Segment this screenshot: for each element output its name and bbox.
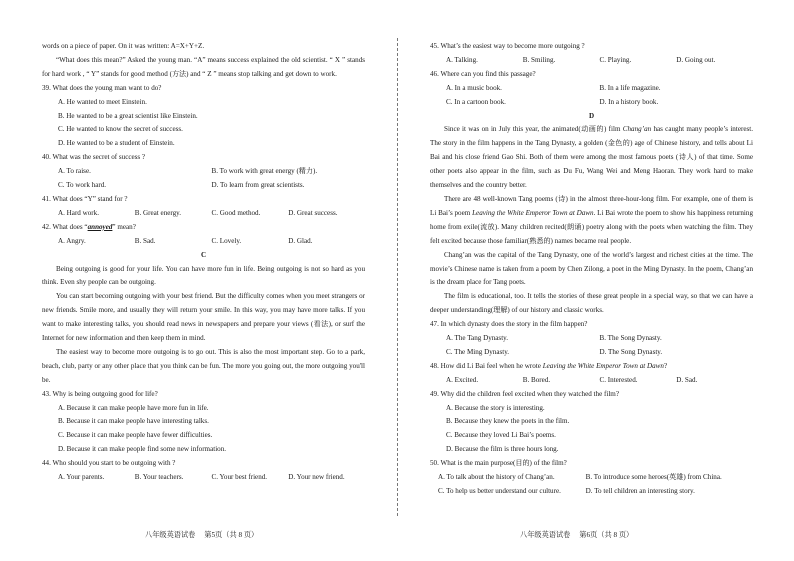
options-row: [430, 82, 753, 96]
film-title: Chang’an: [622, 125, 652, 134]
passage-c-paragraph: You can start becoming outgoing with your best friend. But the difficulty comes when you meet strangers or new friends. Smile more, and usually they will return your smile. In this way, you may have more talks. If you want to make interesting talks, you should read news in newspapers and prepare your views (看法), or surf the Internet for new information and then keep them in mind.: [42, 292, 365, 343]
option: A. He wanted to meet Einstein.: [58, 97, 147, 106]
option: D. Your new friend.: [288, 473, 345, 482]
question-48: [430, 360, 753, 374]
passage-b-paragraph: “What does this mean?” Asked the young man. “A” means success explained the old scientist. “ X ” stands for hard work , “ Y” stands for good method (方法) and “ Z ” means stop talking and get down to work.: [42, 55, 365, 78]
question-50: 50. What is the main purpose(目的) of the film?: [430, 459, 567, 468]
options-row: [430, 346, 753, 360]
option: C. Lovely.: [211, 236, 242, 245]
option: C. Playing.: [599, 55, 632, 64]
option: D. Glad.: [288, 236, 313, 245]
question-text: 48. How did Li Bai feel when he wrote: [430, 361, 543, 370]
left-column: [42, 40, 365, 485]
options-row: [42, 207, 365, 221]
paragraph-text: has caught many people’s interest. The story in the film happens in the Tang Dynasty, a golden (金色的) age of Chinese history, and tells about Li Bai and his close friend Gao Shi. Both of them were among the most famous poets (诗人) of that time. Some other poets also appear in the film, such as Du Fu, Wang Wei and Meng Haoran. They work hard to make themselves and the country better.: [430, 125, 753, 190]
question-49: 49. Why did the children feel excited when they watched the film?: [430, 389, 619, 398]
option: C. Because it can make people have fewer difficulties.: [58, 431, 213, 440]
option: A. To raise.: [58, 167, 91, 176]
passage-d-paragraph: The film is educational, too. It tells the stories of these great people in a special way, so that we can have a deeper understanding(理解) of our history and classic works.: [430, 292, 753, 315]
options-row: [430, 332, 753, 346]
option: B. Because they knew the poets in the film.: [446, 417, 570, 426]
options-row: [430, 96, 753, 110]
option: C. Good method.: [211, 208, 261, 217]
option: A. To talk about the history of Chang’an.: [438, 473, 555, 482]
option: C. In a cartoon book.: [446, 97, 506, 106]
option: A. Hard work.: [58, 208, 99, 217]
paragraph-text: Since it was on in July this year, the animated(动画的) film: [444, 125, 623, 134]
question-46: 46. Where can you find this passage?: [430, 69, 536, 78]
option: A. Angry.: [58, 236, 86, 245]
option: B. Smiling.: [522, 55, 556, 64]
option: B. Sad.: [134, 236, 156, 245]
option: B. To introduce some heroes(英雄) from China.: [585, 473, 722, 482]
option: B. Bored.: [522, 375, 551, 384]
option: C. Because they loved Li Bai’s poems.: [446, 431, 556, 440]
paragraph-text: . Li Bai wrote the poem to show his happiness returning home from exile(流放). Many children recited(朗诵) poetry along with the poets when watching the film. They felt excited because those familiar(熟悉的) names became real people.: [430, 208, 753, 245]
poem-title: Leaving the White Emperor Town at Dawn: [472, 208, 594, 217]
option: D. Great success.: [288, 208, 338, 217]
option: D. To learn from great scientists.: [211, 181, 305, 190]
option: A. Talking.: [446, 55, 478, 64]
passage-c-paragraph: The easiest way to become more outgoing is to go out. This is also the most important step. Go to a park, beach, club, party or any other place that you think can be fun. The more you going out, the more outgoing you'll be.: [42, 347, 365, 384]
key-word: annoyed: [87, 222, 113, 231]
option: B. To work with great energy (精力).: [211, 167, 318, 176]
paragraph-text: There are 48 well-known Tang poems (诗) in the almost three-hour-long film. For example, one of them is Li Bai’s poem: [430, 194, 753, 217]
option: C. He wanted to know the secret of success.: [58, 125, 183, 134]
option: A. Because the story is interesting.: [446, 403, 545, 412]
option: C. Your best friend.: [211, 473, 268, 482]
option: C. To work hard.: [58, 181, 107, 190]
question-47: 47. In which dynasty does the story in the film happen?: [430, 320, 588, 329]
column-divider: [397, 38, 398, 516]
options-row: [42, 471, 365, 485]
options-row: [42, 179, 365, 193]
question-text: 42. What does “: [42, 222, 88, 231]
option: D. The Song Dynasty.: [599, 347, 663, 356]
section-heading-d: D: [588, 111, 595, 120]
option: B. He wanted to be a great scientist like Einstein.: [58, 111, 198, 120]
option: D. Sad.: [676, 375, 698, 384]
option: B. Great energy.: [134, 208, 182, 217]
question-43: 43. Why is being outgoing good for life?: [42, 389, 158, 398]
option: D. Going out.: [676, 55, 716, 64]
page-footer-left: 八年级英语试卷 第5页（共 8 页）: [145, 531, 259, 539]
passage-c-paragraph: Being outgoing is good for your life. You can have more fun in life. Being outgoing is not so hard as you think. Even shy people can be outgoing.: [42, 264, 365, 287]
option: C. Interested.: [599, 375, 638, 384]
passage-d-paragraph: [430, 193, 753, 249]
option: A. Because it can make people have more fun in life.: [58, 403, 209, 412]
option: A. Your parents.: [58, 473, 105, 482]
option: B. In a life magazine.: [599, 83, 661, 92]
right-column: [430, 40, 753, 499]
question-text: ?: [663, 361, 668, 370]
options-row: [42, 165, 365, 179]
option: D. Because the film is three hours long.: [446, 445, 559, 454]
options-row: [42, 235, 365, 249]
option: D. In a history book.: [599, 97, 659, 106]
passage-b-continuation: words on a piece of paper. On it was written: A=X+Y+Z.: [42, 42, 205, 50]
option: A. In a music book.: [446, 83, 502, 92]
option: D. He wanted to be a student of Einstein.: [58, 139, 175, 148]
poem-title: Leaving the White Emperor Town at Dawn: [542, 361, 664, 370]
option: B. Because it can make people have interesting talks.: [58, 417, 209, 426]
question-text: ” mean?: [112, 222, 136, 231]
question-39: 39. What does the young man want to do?: [42, 83, 162, 92]
question-41: 41. What does “Y” stand for ?: [42, 194, 128, 203]
options-row: [430, 374, 753, 388]
option: D. To tell children an interesting story.: [585, 487, 695, 495]
option: B. The Song Dynasty.: [599, 334, 662, 343]
options-row: [430, 471, 753, 485]
option: A. Excited.: [446, 375, 479, 384]
passage-d-paragraph: Chang’an was the capital of the Tang Dynasty, one of the world’s largest and richest cities at the time. The movie’s Chinese name is taken from a poem by Chen Zilong, a poet in the Ming Dynasty. In the poem, Chang’an is the dream place for Tang poets.: [430, 250, 753, 287]
question-45: 45. What’s the easiest way to become more outgoing ?: [430, 42, 585, 50]
option: A. The Tang Dynasty.: [446, 334, 509, 343]
option: C. To help us better understand our culture.: [438, 487, 561, 495]
passage-d-paragraph: [430, 123, 753, 193]
page-footer-right: 八年级英语试卷 第6页（共 8 页）: [520, 531, 634, 539]
option: C. The Ming Dynasty.: [446, 347, 510, 356]
option: B. Your teachers.: [134, 473, 184, 482]
options-row: [430, 54, 753, 68]
question-44: 44. Who should you start to be outgoing with ?: [42, 459, 176, 468]
section-heading-c: C: [200, 250, 207, 259]
option: D. Because it can make people find some new information.: [58, 445, 227, 454]
question-42: [42, 221, 365, 235]
options-row: [430, 485, 753, 499]
question-40: 40. What was the secret of success ?: [42, 153, 146, 162]
